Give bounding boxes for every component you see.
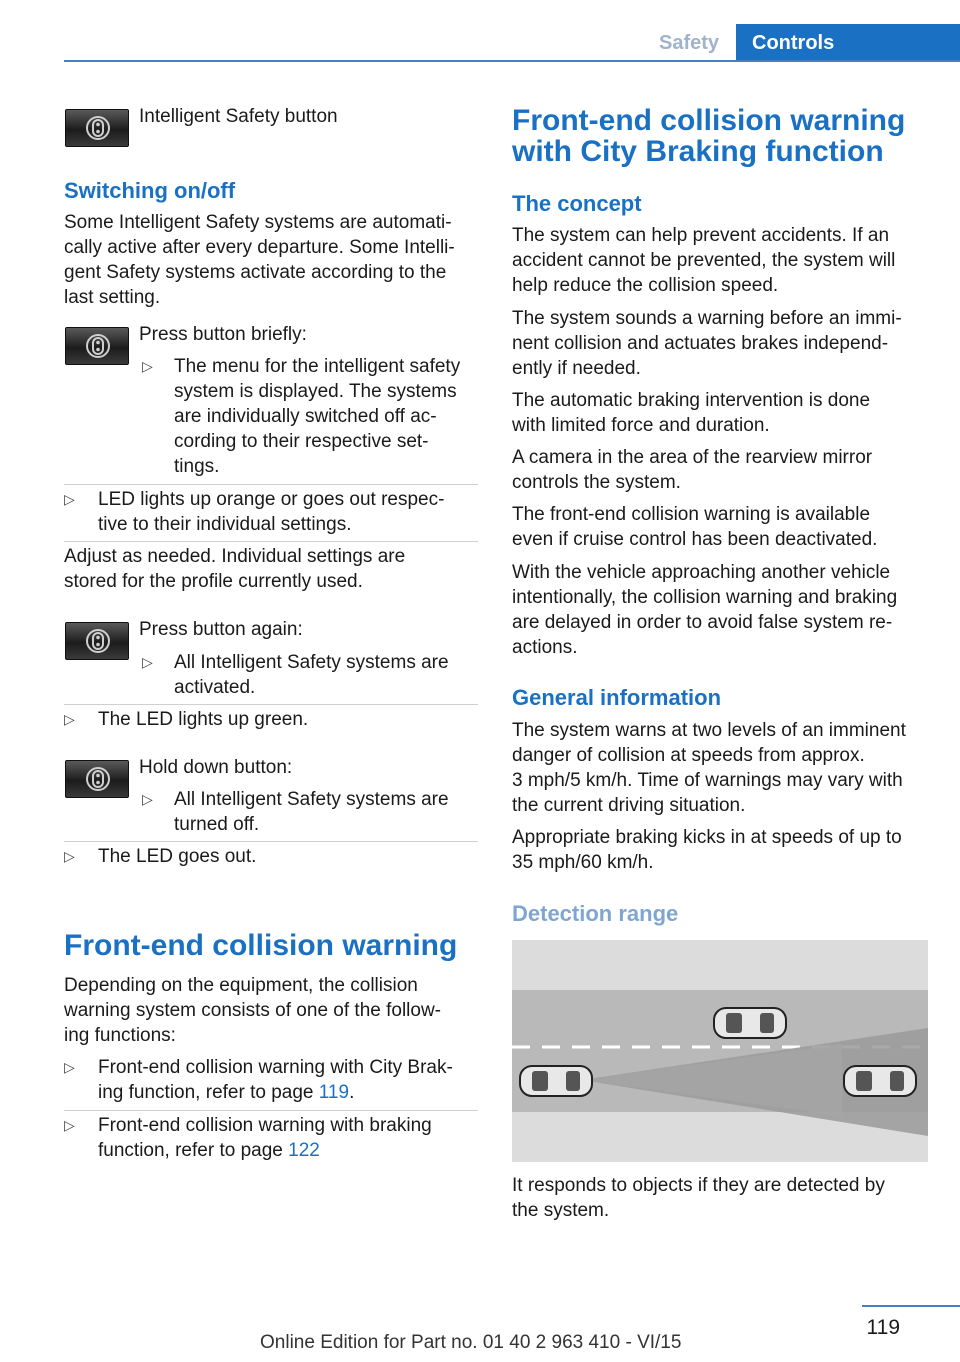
concept-paragraph: The system sounds a warning before an immi- nent collision and actuates brakes independ- ently if needed. (512, 308, 902, 379)
list-divider (64, 841, 478, 842)
concept-paragraph: The system can help prevent accidents. If an accident cannot be prevented, the system will help reduce the collision speed. (512, 225, 896, 296)
bullet-arrow-icon: ▷ (64, 1117, 75, 1133)
detection-text: It responds to objects if they are detected by the system. (512, 1175, 885, 1221)
concept-paragraph: The front-end collision warning is available even if cruise control has been deactivated. (512, 504, 878, 550)
concept-paragraph: A camera in the area of the rearview mirror controls the system. (512, 447, 873, 493)
adjust-text: Adjust as needed. Individual settings are stored for the profile currently used. (64, 546, 406, 592)
footer-divider (862, 1305, 960, 1307)
general-paragraph: The system warns at two levels of an imminent danger of collision at speeds from approx. 3 mph/5 km/h. Time of warnings may vary with the current driving situation. (512, 720, 906, 816)
concept-paragraph: With the vehicle approaching another vehicle intentionally, the collision warning and braking are delayed in order to avoid false system re- actions. (512, 562, 898, 658)
vehicle-ahead-icon (714, 1008, 786, 1038)
intelligent-safety-button-icon (65, 622, 129, 660)
general-heading: General information (512, 685, 722, 710)
detection-heading: Detection range (512, 901, 679, 926)
list-divider (64, 541, 478, 542)
button-caption: Intelligent Safety button (139, 106, 338, 127)
vehicle-ahead-icon (844, 1066, 916, 1096)
section-title: Front-end collision warning with City Braking function (512, 104, 906, 168)
list-divider (64, 704, 478, 705)
fcw-heading: Front-end collision warning (64, 929, 458, 962)
page-link-122[interactable]: 122 (288, 1140, 320, 1161)
fcw-text: Depending on the equipment, the collision warning system consists of one of the follow- ing functions: (64, 975, 442, 1046)
bullet-arrow-icon: ▷ (142, 654, 153, 670)
own-vehicle-icon (520, 1066, 592, 1096)
switching-text: Some Intelligent Safety systems are automati- cally active after every departure. Some Intelli- gent Safety systems activate according to the last setting. (64, 212, 455, 308)
list-divider (64, 1110, 478, 1111)
page-link-119[interactable]: 119 (318, 1082, 350, 1103)
press-briefly-label: Press button briefly: (139, 324, 307, 345)
header-divider (64, 60, 960, 62)
intelligent-safety-button-icon (65, 109, 129, 147)
bullet-arrow-icon: ▷ (64, 1059, 75, 1075)
intelligent-safety-button-icon (65, 327, 129, 365)
detection-range-diagram (512, 940, 928, 1162)
bullet-arrow-icon: ▷ (64, 491, 75, 507)
header-chapter-tab: Controls (736, 24, 960, 62)
bullet-arrow-icon: ▷ (64, 848, 75, 864)
press-again-label: Press button again: (139, 619, 303, 640)
header-section-tab: Safety (658, 32, 720, 54)
general-paragraph: Appropriate braking kicks in at speeds of up to 35 mph/60 km/h. (512, 827, 902, 873)
bullet-arrow-icon: ▷ (142, 791, 153, 807)
bullet-arrow-icon: ▷ (142, 358, 153, 374)
concept-heading: The concept (512, 191, 642, 216)
intelligent-safety-button-icon (65, 760, 129, 798)
page-number: 119 (866, 1316, 900, 1339)
hold-down-label: Hold down button: (139, 757, 293, 778)
list-divider (64, 484, 478, 485)
edition-note: Online Edition for Part no. 01 40 2 963 410 - VI/15 (260, 1332, 682, 1353)
switching-heading: Switching on/off (64, 178, 236, 203)
concept-paragraph: The automatic braking intervention is done with limited force and duration. (512, 390, 871, 436)
bullet-arrow-icon: ▷ (64, 711, 75, 727)
